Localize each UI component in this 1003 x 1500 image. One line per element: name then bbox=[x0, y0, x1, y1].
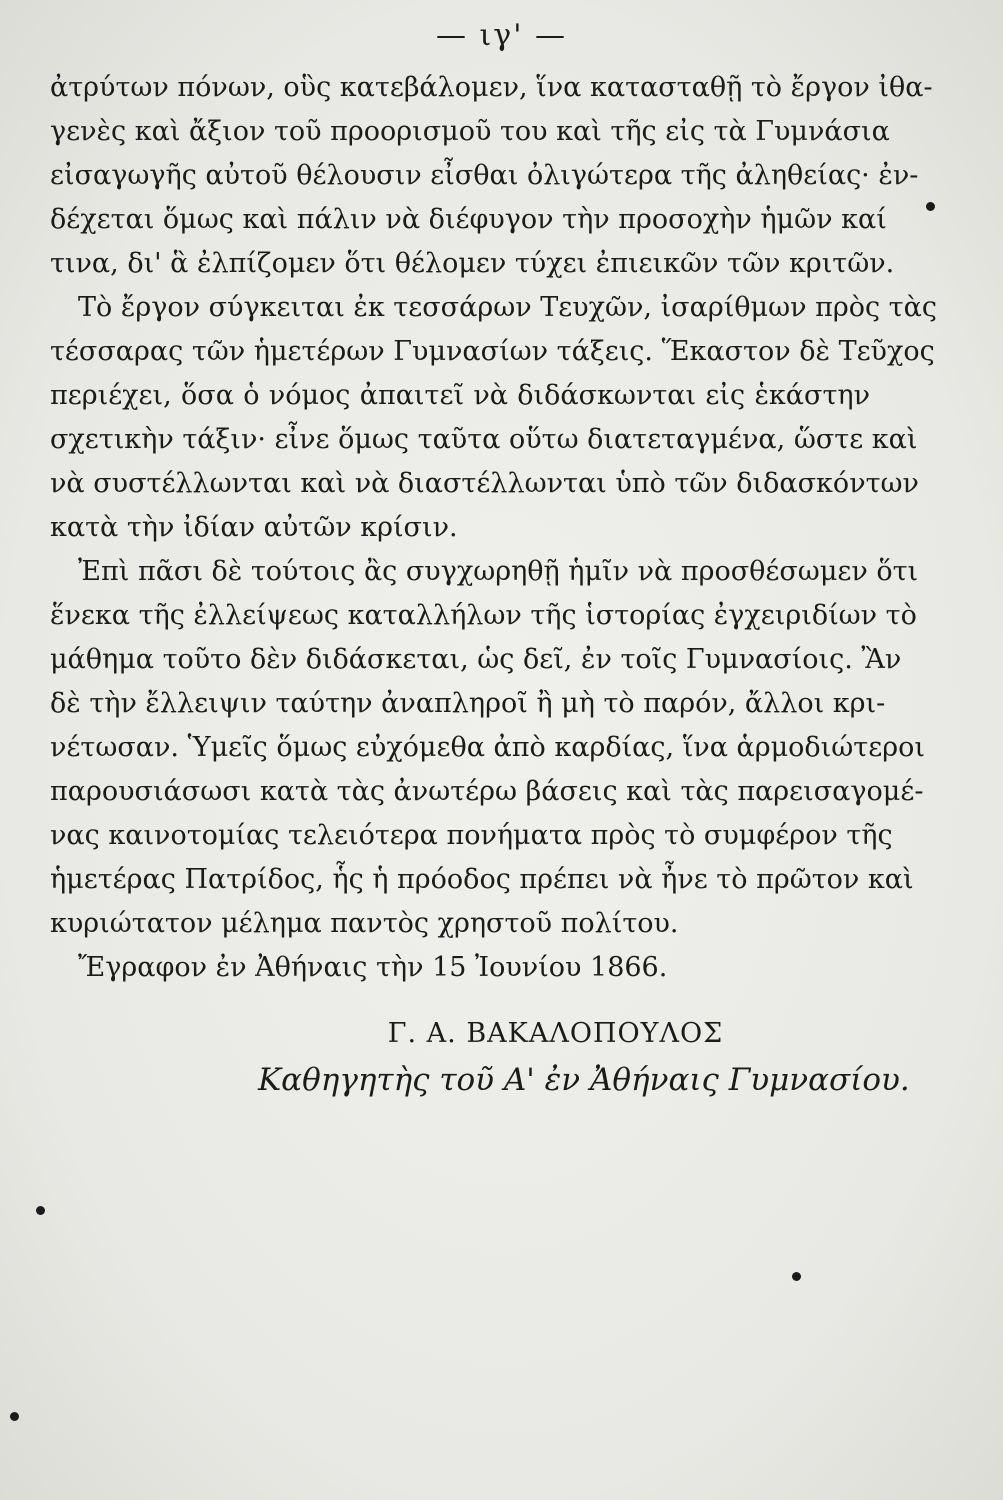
text-line: δέχεται ὅμως καὶ πάλιν νὰ διέφυγον τὴν προσοχὴν ἡμῶν καί bbox=[50, 204, 887, 235]
dateline: Ἔγραφον ἐν Ἀθήναις τὴν 15 Ἰουνίου 1866. bbox=[78, 952, 668, 983]
ink-speck bbox=[10, 1412, 19, 1421]
body-text bbox=[50, 66, 937, 990]
text-line: νὰ συστέλλωνται καὶ νὰ διαστέλλωνται ὑπὸ τῶν διδασκόντων bbox=[50, 468, 919, 499]
text-line: παρουσιάσωσι κατὰ τὰς ἀνωτέρω βάσεις καὶ τὰς παρεισαγομέ- bbox=[50, 776, 924, 807]
text-line: ἀτρύτων πόνων, οὓς κατεβάλομεν, ἵνα κατασταθῇ τὸ ἔργον ἰθα- bbox=[50, 72, 933, 103]
ink-speck bbox=[792, 1272, 801, 1281]
text-line: δὲ τὴν ἔλλειψιν ταύτην ἀναπληροῖ ἢ μὴ τὸ παρόν, ἄλλοι κρι- bbox=[50, 688, 886, 719]
text-line: σχετικὴν τάξιν· εἶνε ὅμως ταῦτα οὕτω διατεταγμένα, ὥστε καὶ bbox=[50, 424, 918, 455]
text-line: εἰσαγωγῆς αὐτοῦ θέλουσιν εἶσθαι ὀλιγώτερα τῆς ἀληθείας· ἐν- bbox=[50, 160, 919, 191]
text-line: Τὸ ἔργον σύγκειται ἐκ τεσσάρων Τευχῶν, ἰσαρίθμων πρὸς τὰς bbox=[78, 292, 937, 323]
text-line: τινα, δι' ἃ ἐλπίζομεν ὅτι θέλομεν τύχει ἐπιεικῶν τῶν κριτῶν. bbox=[50, 248, 895, 279]
text-line: ἕνεκα τῆς ἐλλείψεως καταλλήλων τῆς ἱστορίας ἐγχειριδίων τὸ bbox=[50, 600, 917, 631]
text-line: γενὲς καὶ ἄξιον τοῦ προορισμοῦ του καὶ τῆς εἰς τὰ Γυμνάσια bbox=[50, 116, 890, 147]
text-line: κυριώτατον μέλημα παντὸς χρηστοῦ πολίτου. bbox=[50, 908, 679, 939]
text-line: νας καινοτομίας τελειότερα πονήματα πρὸς τὸ συμφέρον τῆς bbox=[50, 820, 893, 851]
page-number: — ιγ' — bbox=[435, 18, 567, 53]
ink-speck bbox=[926, 202, 935, 211]
text-line: τέσσαρας τῶν ἡμετέρων Γυμνασίων τάξεις. Ἕκαστον δὲ Τεῦχος bbox=[50, 336, 935, 367]
text-line: νέτωσαν. Ὑμεῖς ὅμως εὐχόμεθα ἀπὸ καρδίας, ἵνα ἁρμοδιώτεροι bbox=[50, 732, 925, 763]
ink-speck bbox=[36, 1206, 45, 1215]
text-line: μάθημα τοῦτο δὲν διδάσκεται, ὡς δεῖ, ἐν τοῖς Γυμνασίοις. Ἂν bbox=[50, 644, 902, 675]
author-name: Γ. Α. ΒΑΚΑΛΟΠΟΥΛΟΣ bbox=[387, 1018, 724, 1049]
text-line: ἡμετέρας Πατρίδος, ἧς ἡ πρόοδος πρέπει νὰ ἦνε τὸ πρῶτον καὶ bbox=[50, 864, 914, 895]
text-line: περιέχει, ὅσα ὁ νόμος ἀπαιτεῖ νὰ διδάσκωνται εἰς ἑκάστην bbox=[50, 380, 870, 411]
author-title: Καθηγητὴς τοῦ Α' ἐν Ἀθήναις Γυμνασίου. bbox=[258, 1062, 910, 1098]
text-line: κατὰ τὴν ἰδίαν αὐτῶν κρίσιν. bbox=[50, 512, 458, 543]
text-line: Ἐπὶ πᾶσι δὲ τούτοις ἂς συγχωρηθῇ ἡμῖν νὰ προσθέσωμεν ὅτι bbox=[78, 556, 919, 587]
